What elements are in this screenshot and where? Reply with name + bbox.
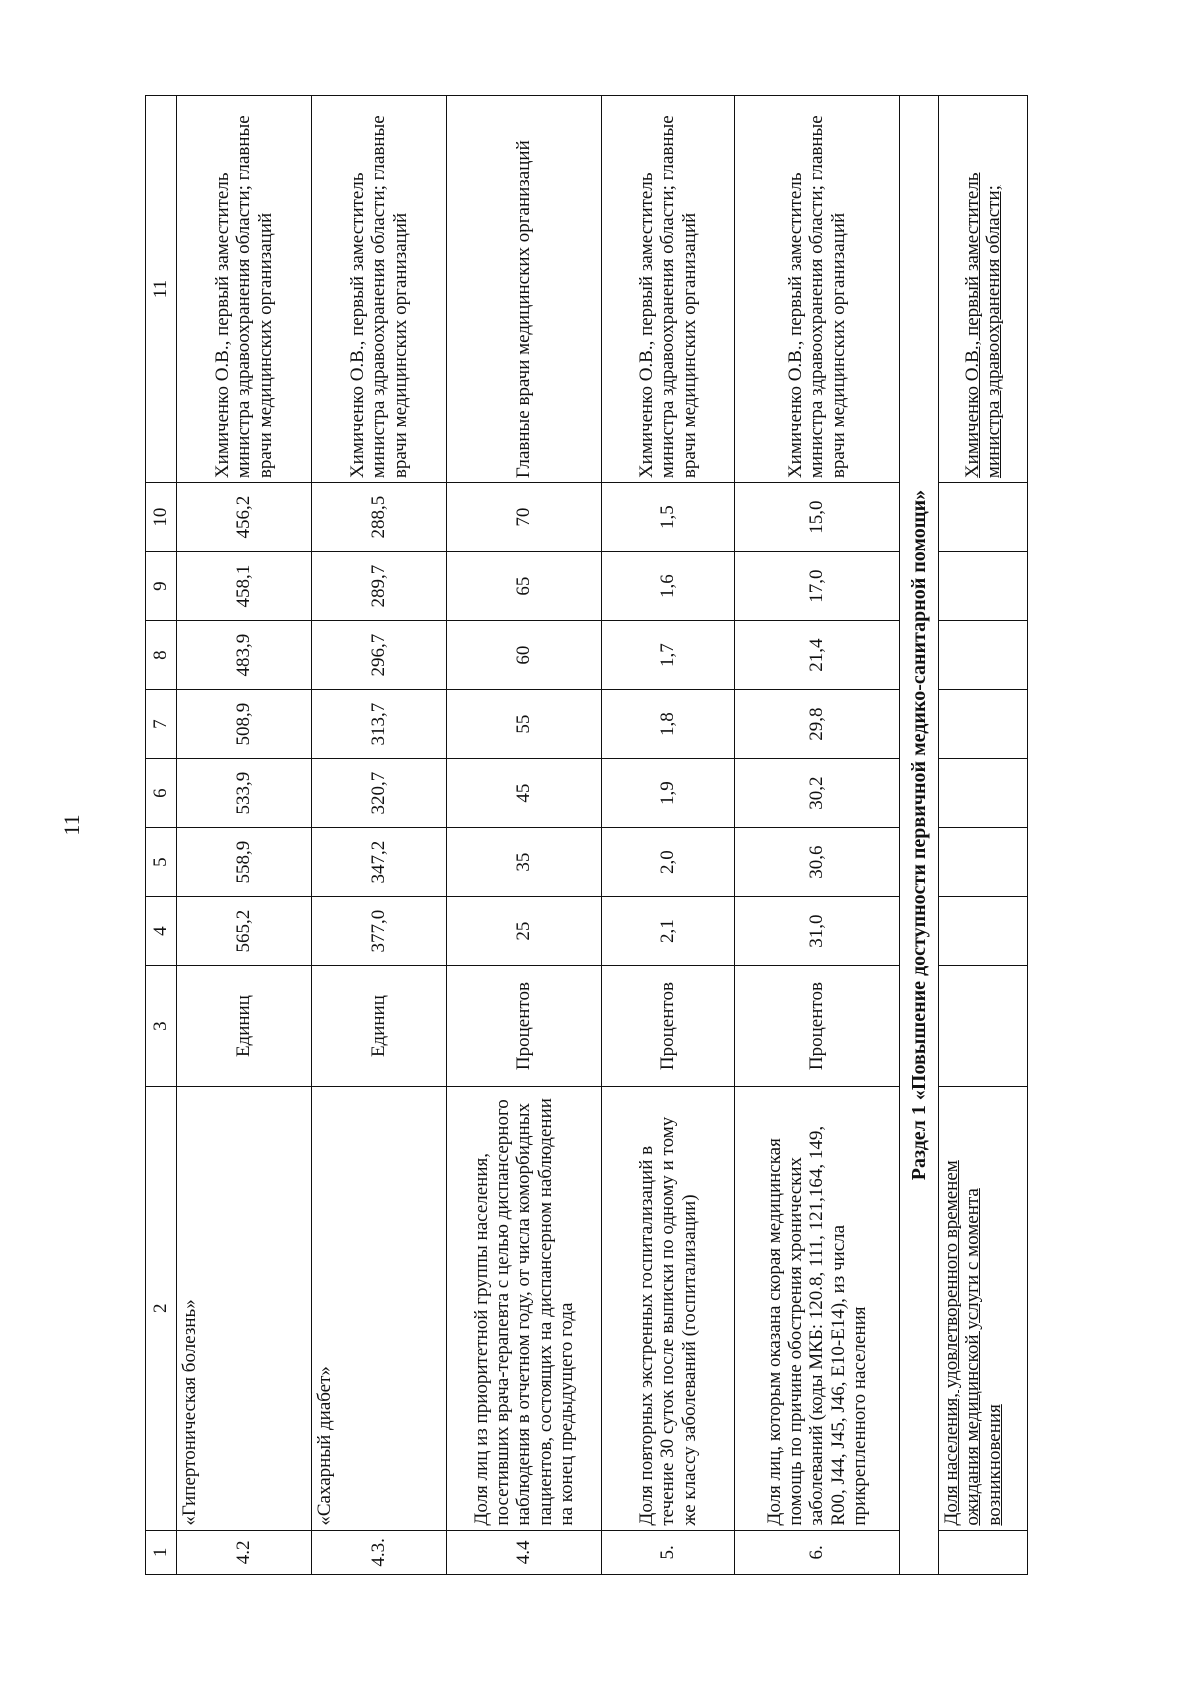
value-col-6: 533,9: [177, 759, 312, 828]
value-col-7: 55: [447, 690, 602, 759]
indicator-name: «Сахарный диабет»: [312, 1086, 447, 1530]
header-col-8: 8: [146, 621, 177, 690]
header-col-10: 10: [146, 483, 177, 552]
responsible: Химиченко О.В., первый заместитель министра здравоохранения области; главные врачи медицинских организаций: [177, 96, 312, 483]
responsible: Химиченко О.В., первый заместитель министра здравоохранения области;: [939, 96, 1028, 483]
section-title: Раздел 1 «Повышение доступности первичной медико-санитарной помощи»: [900, 96, 939, 1575]
value-col-9: [939, 552, 1028, 621]
value-col-7: 313,7: [312, 690, 447, 759]
table-row: [447, 96, 602, 1575]
header-col-5: 5: [146, 828, 177, 897]
header-col-7: 7: [146, 690, 177, 759]
value-col-5: 347,2: [312, 828, 447, 897]
unit: Единиц: [177, 966, 312, 1087]
indicator-name: Доля населения, удовлетворенного временем ожидания медицинской услуги с момента возникновения: [939, 1086, 1028, 1530]
value-col-4: [939, 897, 1028, 966]
row-number: 4.2: [177, 1530, 312, 1574]
value-col-9: 1,6: [602, 552, 735, 621]
value-col-10: 15,0: [735, 483, 900, 552]
value-col-7: 1,8: [602, 690, 735, 759]
value-col-5: [939, 828, 1028, 897]
page-number: 11: [59, 814, 84, 836]
value-col-4: 31,0: [735, 897, 900, 966]
responsible: Главные врачи медицинских организаций: [447, 96, 602, 483]
value-col-9: 458,1: [177, 552, 312, 621]
value-col-8: 60: [447, 621, 602, 690]
value-col-4: 377,0: [312, 897, 447, 966]
responsible: Химиченко О.В., первый заместитель министра здравоохранения области; главные врачи медицинских организаций: [735, 96, 900, 483]
value-col-7: [939, 690, 1028, 759]
value-col-9: 289,7: [312, 552, 447, 621]
header-col-11: 11: [146, 96, 177, 483]
value-col-5: 35: [447, 828, 602, 897]
value-col-10: [939, 483, 1028, 552]
table-row: [312, 96, 447, 1575]
unit: Процентов: [735, 966, 900, 1087]
value-col-4: 2,1: [602, 897, 735, 966]
table-row: [735, 96, 900, 1575]
unit: Процентов: [447, 966, 602, 1087]
header-col-9: 9: [146, 552, 177, 621]
row-number: 5.: [602, 1530, 735, 1574]
unit: Процентов: [602, 966, 735, 1087]
value-col-6: 320,7: [312, 759, 447, 828]
value-col-5: 558,9: [177, 828, 312, 897]
value-col-9: 17,0: [735, 552, 900, 621]
responsible: Химиченко О.В., первый заместитель министра здравоохранения области; главные врачи медицинских организаций: [602, 96, 735, 483]
indicator-name: Доля повторных экстренных госпитализаций в течение 30 суток после выписки по одному и тому же классу заболеваний (госпитализации): [602, 1086, 735, 1530]
header-col-3: 3: [146, 966, 177, 1087]
header-col-1: 1: [146, 1530, 177, 1574]
unit: Единиц: [312, 966, 447, 1087]
section-row: [900, 96, 939, 1575]
value-col-8: 21,4: [735, 621, 900, 690]
table-row: [177, 96, 312, 1575]
indicators-table: [145, 95, 1028, 1575]
value-col-10: 456,2: [177, 483, 312, 552]
indicator-name: Доля лиц, которым оказана скорая медицинская помощь по причине обострения хронических заболеваний (коды МКБ: 120.8, 111, 121,164, 149, R00, J44, J45, J46, E10-E14), из числа прикрепленного населения: [735, 1086, 900, 1530]
rotated-table-container: [145, 95, 1055, 1575]
header-col-2: 2: [146, 1086, 177, 1530]
unit: [939, 966, 1028, 1087]
row-number: 4.3.: [312, 1530, 447, 1574]
indicator-name: Доля лиц из приоритетной группы населения, посетивших врача-терапевта с целью диспансерного наблюдения в отчетном году, от числа коморбидных пациентов, состоящих на диспансерном наблюдении на конец предыдущего года: [447, 1086, 602, 1530]
value-col-8: 1,7: [602, 621, 735, 690]
value-col-4: 565,2: [177, 897, 312, 966]
row-number: 4.4: [447, 1530, 602, 1574]
table-header: [146, 96, 177, 1575]
value-col-5: 30,6: [735, 828, 900, 897]
value-col-5: 2,0: [602, 828, 735, 897]
value-col-8: 296,7: [312, 621, 447, 690]
value-col-6: 30,2: [735, 759, 900, 828]
value-col-6: 1,9: [602, 759, 735, 828]
value-col-6: 45: [447, 759, 602, 828]
header-col-4: 4: [146, 897, 177, 966]
value-col-4: 25: [447, 897, 602, 966]
value-col-10: 1,5: [602, 483, 735, 552]
row-number: 6.: [735, 1530, 900, 1574]
value-col-6: [939, 759, 1028, 828]
row-number: [939, 1530, 1028, 1574]
header-col-6: 6: [146, 759, 177, 828]
table-row: [602, 96, 735, 1575]
value-col-7: 29,8: [735, 690, 900, 759]
value-col-7: 508,9: [177, 690, 312, 759]
value-col-10: 288,5: [312, 483, 447, 552]
responsible: Химиченко О.В., первый заместитель министра здравоохранения области; главные врачи медицинских организаций: [312, 96, 447, 483]
value-col-8: [939, 621, 1028, 690]
value-col-8: 483,9: [177, 621, 312, 690]
indicator-name: «Гипертоническая болезнь»: [177, 1086, 312, 1530]
value-col-10: 70: [447, 483, 602, 552]
value-col-9: 65: [447, 552, 602, 621]
table-row: [939, 96, 1028, 1575]
